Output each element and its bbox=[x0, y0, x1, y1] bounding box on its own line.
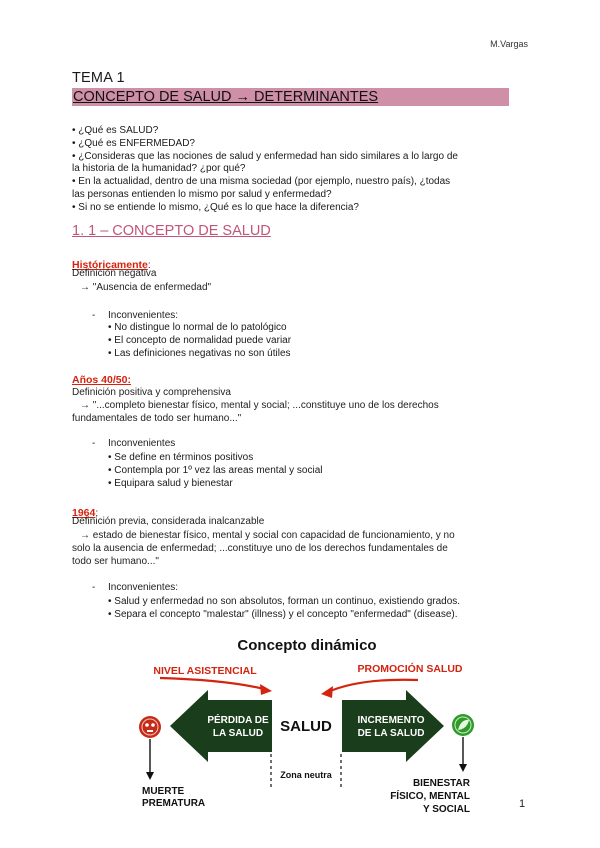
y1964-colon: : bbox=[95, 508, 99, 519]
question-list bbox=[72, 125, 532, 215]
skull-icon bbox=[139, 716, 161, 738]
historico-inconvenientes-label: Inconvenientes: bbox=[108, 310, 179, 321]
incremento-line1: INCREMENTO bbox=[357, 715, 425, 726]
list-item: • Contempla por 1º vez las areas mental y social bbox=[108, 465, 323, 477]
y1964-quote-line3: todo ser humano..." bbox=[72, 556, 159, 567]
y1964-quote-line2: solo la ausencia de enfermedad; ...constituye uno de los derechos fundamentales de bbox=[72, 543, 448, 554]
salud-label: SALUD bbox=[280, 718, 332, 735]
down-arrowhead-left bbox=[146, 772, 154, 780]
question-line: las personas entienden lo mismo por salud y enfermedad? bbox=[72, 188, 332, 200]
bienestar-line3: Y SOCIAL bbox=[422, 804, 470, 815]
document-subtitle: CONCEPTO DE SALUD → DETERMINANTES bbox=[72, 88, 509, 106]
dash-marker: - bbox=[92, 310, 96, 321]
historico-definition: Definición negativa bbox=[72, 268, 157, 279]
anos-heading: Años 40/50: bbox=[72, 374, 131, 386]
muerte-line2: PREMATURA bbox=[142, 798, 206, 809]
question-line: • Si no se entiende lo mismo, ¿Qué es lo que hace la diferencia? bbox=[72, 201, 359, 213]
bienestar-line1: BIENESTAR bbox=[412, 778, 470, 789]
page-number: 1 bbox=[519, 798, 526, 810]
question-line: • ¿Qué es SALUD? bbox=[72, 125, 159, 136]
red-curve-left bbox=[160, 678, 268, 690]
red-arrowhead-left bbox=[260, 684, 272, 695]
diagram-title: Concepto dinámico bbox=[237, 637, 377, 654]
incremento-line2: DE LA SALUD bbox=[357, 728, 425, 739]
y1964-inconvenientes-list bbox=[108, 595, 460, 621]
historico-inconvenientes-list bbox=[108, 321, 291, 361]
anos-definition: Definición positiva y comprehensiva bbox=[72, 387, 231, 398]
anos-inconvenientes-list bbox=[108, 451, 322, 491]
historico-colon: : bbox=[147, 260, 151, 271]
historico-heading: Históricamente bbox=[72, 259, 148, 271]
leaf-icon bbox=[452, 714, 474, 736]
perdida-line2: LA SALUD bbox=[212, 728, 264, 739]
section-heading: 1. 1 – CONCEPTO DE SALUD bbox=[72, 223, 271, 239]
question-line: • ¿Qué es ENFERMEDAD? bbox=[72, 137, 195, 149]
question-line: • En la actualidad, dentro de una misma sociedad (por ejemplo, nuestro país), ¿todas bbox=[72, 176, 451, 188]
concepto-dinamico-diagram bbox=[120, 628, 490, 828]
y1964-quote-line1: → estado de bienestar físico, mental y social con capacidad de funcionamiento, y no bbox=[80, 530, 455, 541]
promocion-salud-label: PROMOCIÓN SALUD bbox=[357, 663, 463, 675]
list-item: • Salud y enfermedad no son absolutos, forman un continuo, existiendo grados. bbox=[108, 596, 461, 607]
anos-inconvenientes-label: Inconvenientes bbox=[108, 438, 176, 449]
perdida-salud-arrow bbox=[170, 690, 272, 762]
muerte-line1: MUERTE bbox=[142, 786, 185, 797]
question-line: la historia de la humanidad? ¿por qué? bbox=[72, 163, 246, 175]
red-arrowhead-right bbox=[321, 686, 333, 698]
anos-quote-line2: fundamentales de todo ser humano..." bbox=[72, 413, 242, 424]
list-item: • Equipara salud y bienestar bbox=[108, 478, 233, 490]
dash-marker: - bbox=[92, 582, 96, 593]
y1964-inconvenientes-label: Inconvenientes: bbox=[108, 582, 179, 593]
zona-neutra-label: Zona neutra bbox=[280, 770, 332, 780]
list-item: • No distingue lo normal de lo patológico bbox=[108, 322, 287, 333]
list-item: • Separa el concepto "malestar" (illness) y el concepto "enfermedad" (disease). bbox=[108, 609, 458, 621]
red-curve-right bbox=[328, 680, 418, 692]
historico-quote: → "Ausencia de enfermedad" bbox=[80, 282, 212, 293]
document-title: TEMA 1 bbox=[72, 70, 125, 86]
question-line: • ¿Consideras que las nociones de salud y enfermedad han sido similares a lo largo de bbox=[72, 150, 458, 162]
list-item: • Se define en términos positivos bbox=[108, 452, 254, 463]
nivel-asistencial-label: NIVEL ASISTENCIAL bbox=[153, 665, 257, 677]
author-label: M.Vargas bbox=[490, 39, 528, 49]
bienestar-line2: FÍSICO, MENTAL bbox=[390, 791, 470, 802]
down-arrowhead-right bbox=[459, 764, 467, 772]
dash-marker: - bbox=[92, 438, 96, 449]
perdida-line1: PÉRDIDA DE bbox=[207, 715, 269, 726]
list-item: • Las definiciones negativas no son útiles bbox=[108, 348, 291, 360]
y1964-heading: 1964 bbox=[72, 507, 96, 519]
incremento-salud-arrow bbox=[342, 690, 444, 762]
list-item: • El concepto de normalidad puede variar bbox=[108, 335, 292, 347]
anos-quote-line1: → "...completo bienestar físico, mental y social; ...constituye uno de los derechos bbox=[80, 400, 439, 411]
y1964-definition: Definición previa, considerada inalcanzable bbox=[72, 516, 265, 527]
